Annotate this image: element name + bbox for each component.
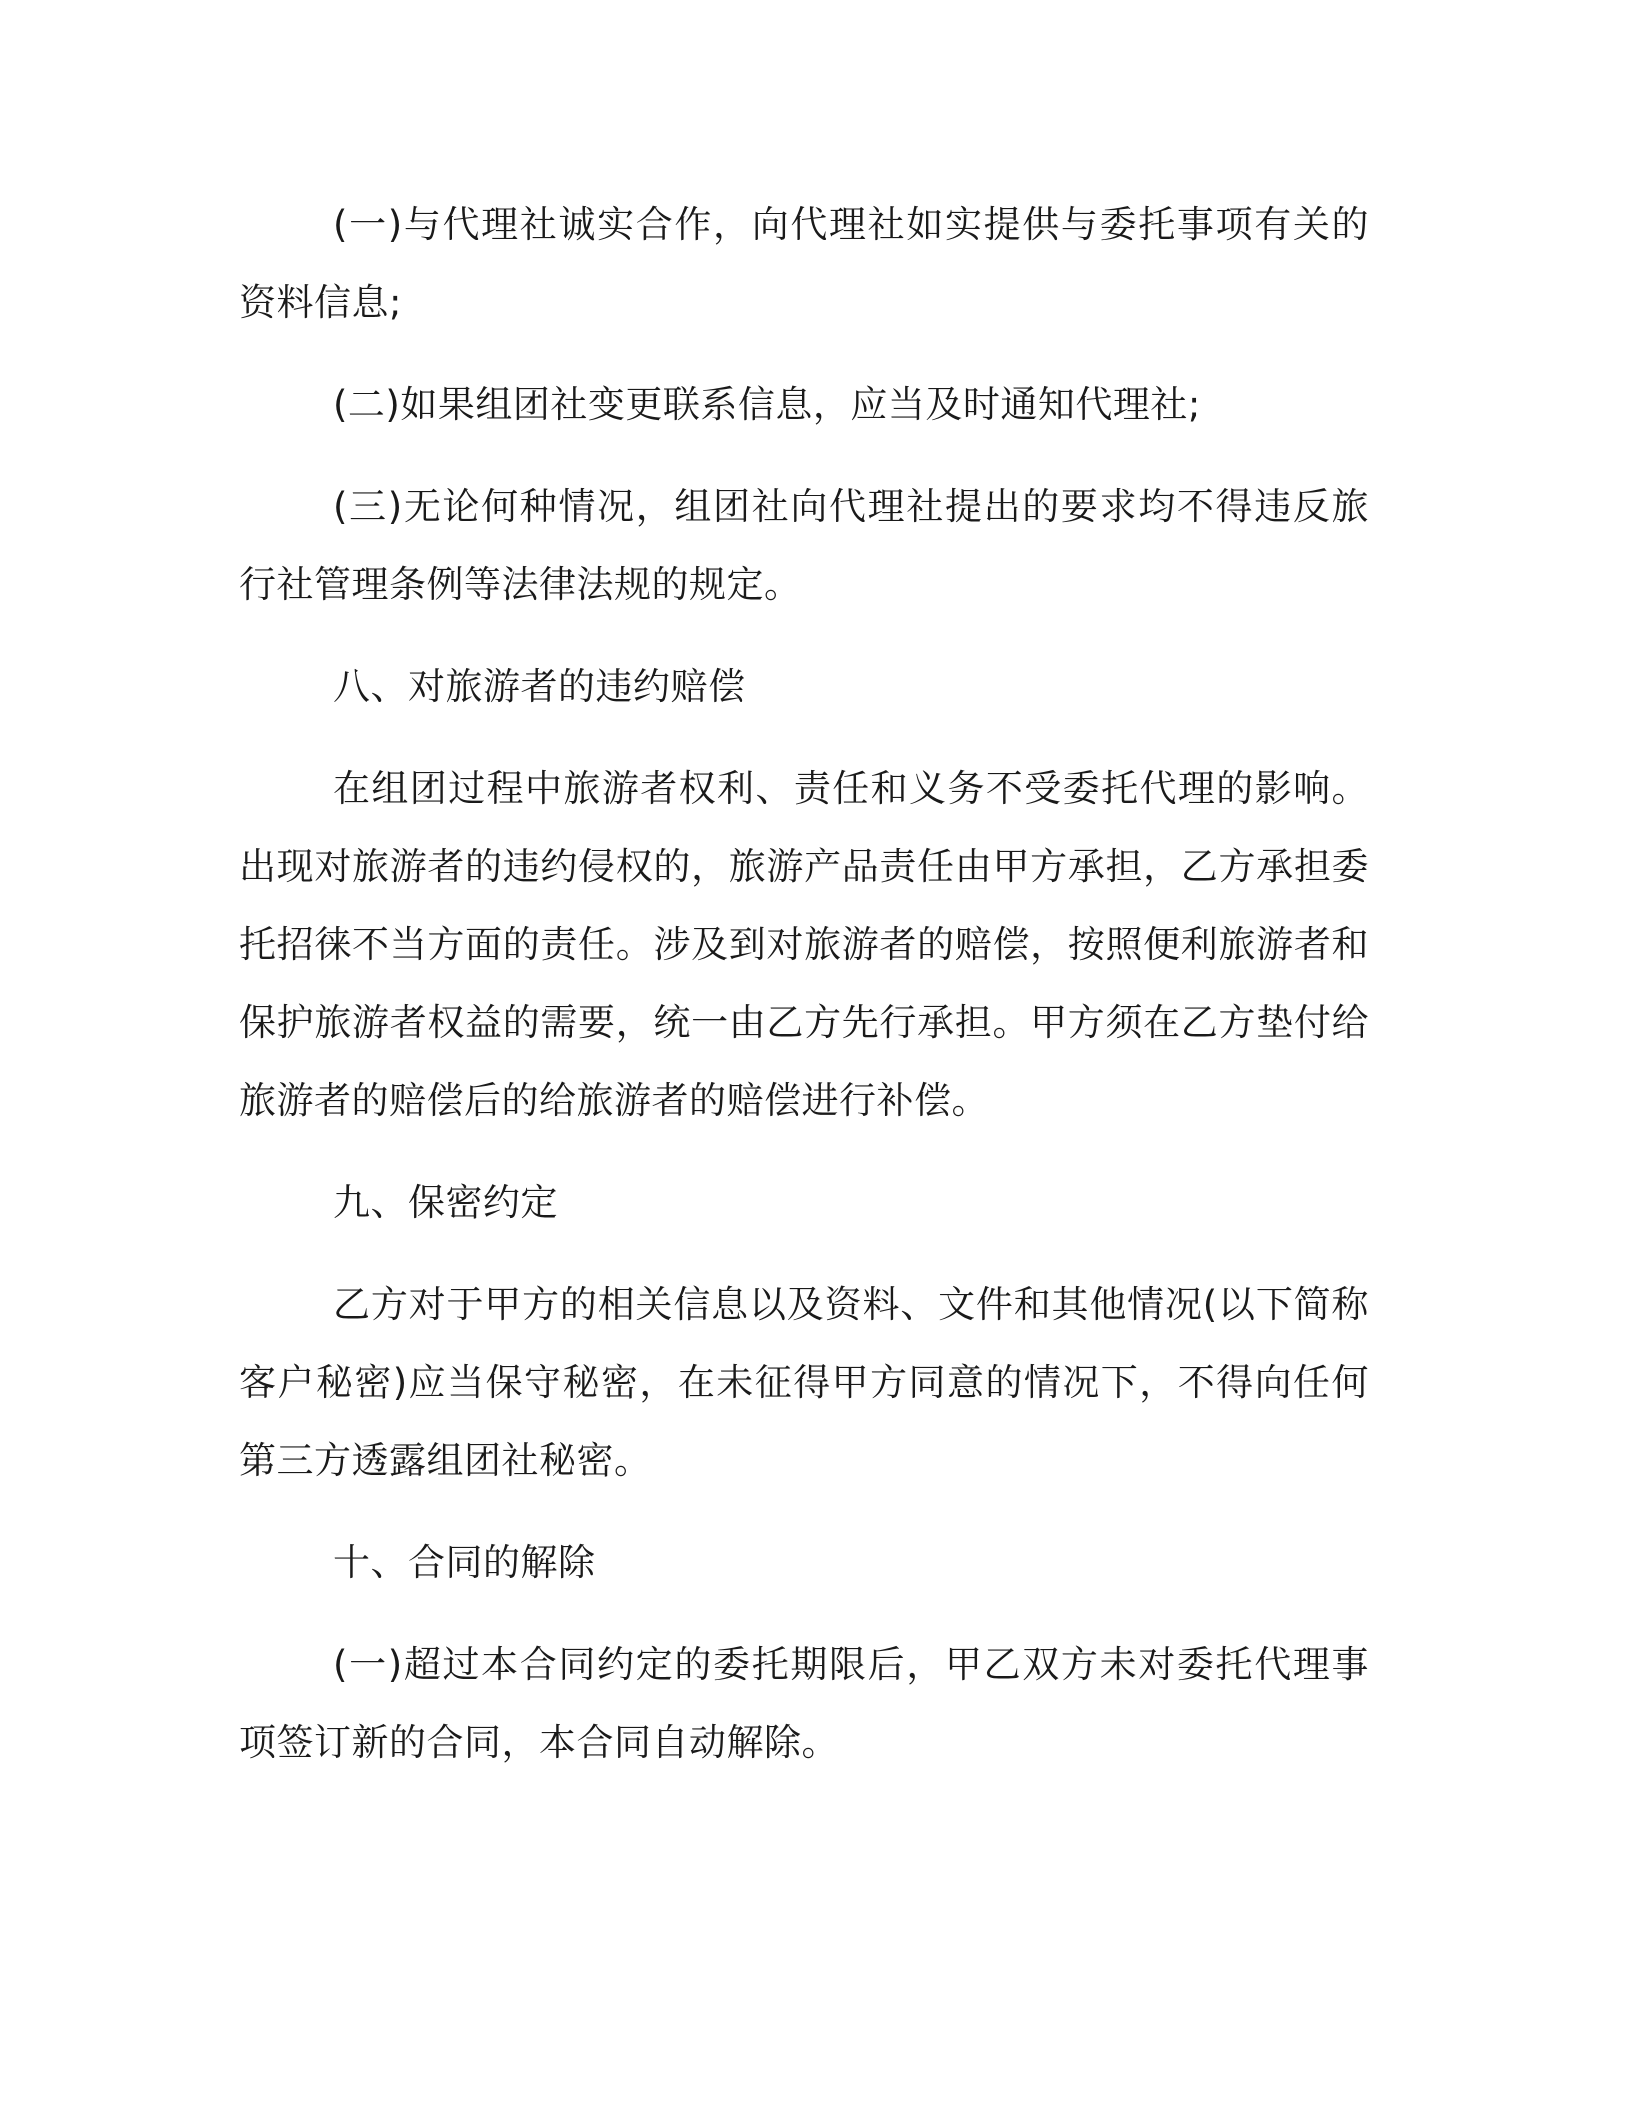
section-heading-9: 九、保密约定 — [333, 1181, 558, 1224]
section-9-body: 乙方对于甲方的相关信息以及资料、文件和其他情况(以下简称客户秘密)应当保守秘密，在未征得甲方同意的情况下，不得向任何第三方透露组团社秘密。 — [239, 1283, 1369, 1482]
clause-7-item-2: (二)如果组团社变更联系信息，应当及时通知代理社; — [333, 383, 1201, 426]
document-page — [239, 186, 1369, 1806]
section-8-body: 在组团过程中旅游者权利、责任和义务不受委托代理的影响。出现对旅游者的违约侵权的，旅游产品责任由甲方承担，乙方承担委托招徕不当方面的责任。涉及到对旅游者的赔偿，按照便利旅游者和保护旅游者权益的需要，统一由乙方先行承担。甲方须在乙方垫付给旅游者的赔偿后的给旅游者的赔偿进行补偿。 — [239, 767, 1369, 1122]
section-10-item-1: (一)超过本合同约定的委托期限后，甲乙双方未对委托代理事项签订新的合同，本合同自动解除。 — [239, 1643, 1369, 1764]
clause-7-item-1: (一)与代理社诚实合作，向代理社如实提供与委托事项有关的资料信息; — [239, 203, 1369, 324]
clause-7-item-3: (三)无论何种情况，组团社向代理社提出的要求均不得违反旅行社管理条例等法律法规的规定。 — [239, 485, 1369, 606]
section-heading-8: 八、对旅游者的违约赔偿 — [333, 665, 746, 708]
section-heading-10: 十、合同的解除 — [333, 1541, 596, 1584]
